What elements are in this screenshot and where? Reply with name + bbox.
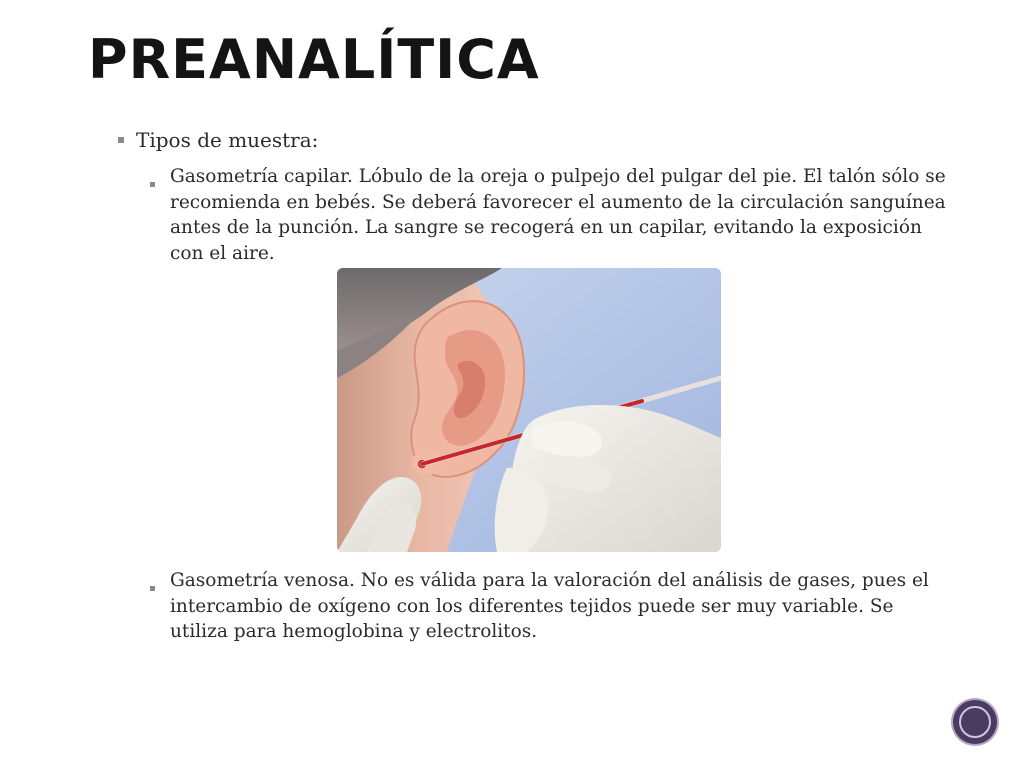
bullet-square-icon xyxy=(118,137,124,143)
bullet-square-icon xyxy=(150,586,155,591)
sub-bullet-text: Gasometría venosa. No es válida para la valoración del análisis de gases, pues el intercambio de oxígeno con los diferentes tejidos puede ser muy variable. Se utiliza para hemoglobina y electrolitos. xyxy=(170,570,929,642)
sub-bullet-gasometria-capilar xyxy=(150,164,950,266)
circle-nav-icon[interactable] xyxy=(953,700,997,744)
bullet-square-icon xyxy=(150,182,155,187)
slide-title: PREANALÍTICA xyxy=(88,28,540,91)
ear-capillary-sample-photo xyxy=(337,268,721,552)
circle-nav-inner-ring xyxy=(959,706,991,738)
bullet-text: Tipos de muestra: xyxy=(136,128,319,152)
sub-bullet-gasometria-venosa xyxy=(150,568,950,645)
sub-bullet-text: Gasometría capilar. Lóbulo de la oreja o pulpejo del pulgar del pie. El talón sólo se recomienda en bebés. Se deberá favorecer el aumento de la circulación sanguínea antes de la punción. La sangre se recogerá en un capilar, evitando la exposición con el aire. xyxy=(170,166,946,264)
bullet-tipos-de-muestra xyxy=(118,128,318,152)
